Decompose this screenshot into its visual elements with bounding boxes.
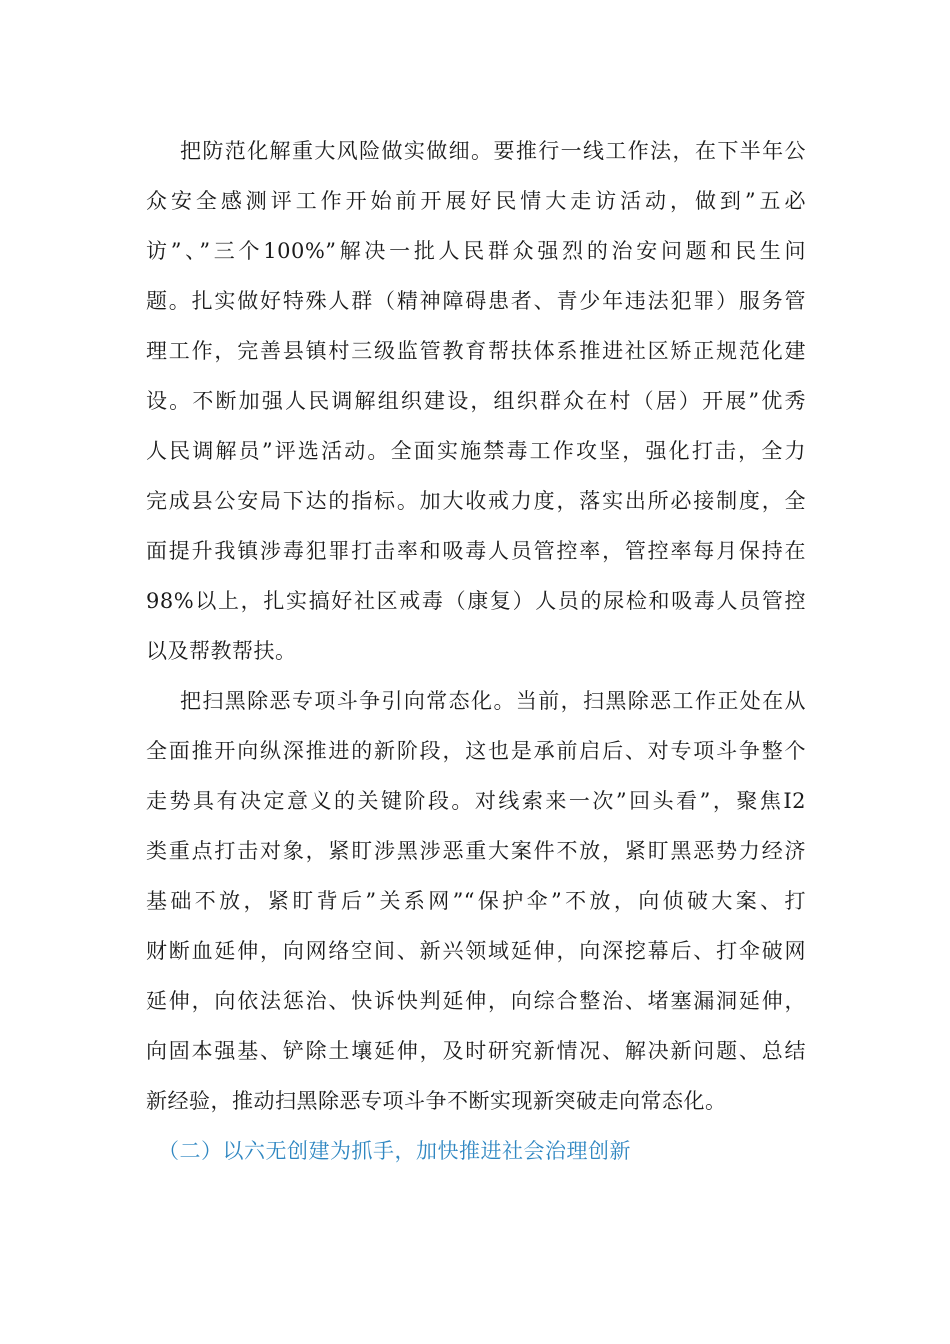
text-line: 走势具有决定意义的关键阶段。对线索来一次”回头看”，聚焦I2 <box>146 789 806 813</box>
text-line: 题。扎实做好特殊人群（精神障碍患者、青少年违法犯罪）服务管 <box>146 289 806 313</box>
text-line: 98%以上，扎实搞好社区戒毒（康复）人员的尿检和吸毒人员管控 <box>146 589 806 613</box>
text-line: 把防范化解重大风险做实做细。要推行一线工作法，在下半年公 <box>180 139 806 163</box>
text-line: 理工作，完善县镇村三级监管教育帮扶体系推进社区矫正规范化建 <box>146 339 806 363</box>
text-line: 众安全感测评工作开始前开展好民情大走访活动，做到”五必 <box>146 189 806 213</box>
document-page <box>146 126 806 1176</box>
text-line: 财断血延伸，向网络空间、新兴领域延伸，向深挖幕后、打伞破网 <box>146 939 806 963</box>
text-line: 访”、”三个100%”解决一批人民群众强烈的治安问题和民生问 <box>146 239 806 263</box>
text-line: 延伸，向依法惩治、快诉快判延伸，向综合整治、堵塞漏洞延伸， <box>146 989 806 1013</box>
paragraph-anti-crime-campaign <box>146 676 806 1126</box>
text-line: 向固本强基、铲除土壤延伸，及时研究新情况、解决新问题、总结 <box>146 1039 806 1063</box>
text-line: 新经验，推动扫黑除恶专项斗争不断实现新突破走向常态化。 <box>146 1089 727 1113</box>
text-line: 全面推开向纵深推进的新阶段，这也是承前启后、对专项斗争整个 <box>146 739 806 763</box>
text-line: 基础不放，紧盯背后”关系网”“保护伞”不放，向侦破大案、打 <box>146 889 806 913</box>
section-heading: （二）以六无创建为抓手，加快推进社会治理创新 <box>158 1139 631 1163</box>
text-line: 面提升我镇涉毒犯罪打击率和吸毒人员管控率，管控率每月保持在 <box>146 539 806 563</box>
text-line: 以及帮教帮扶。 <box>146 639 297 663</box>
text-line: 人民调解员”评选活动。全面实施禁毒工作攻坚，强化打击，全力 <box>146 439 806 463</box>
text-line: 设。不断加强人民调解组织建设，组织群众在村（居）开展”优秀 <box>146 389 806 413</box>
text-line: 完成县公安局下达的指标。加大收戒力度，落实出所必接制度，全 <box>146 489 806 513</box>
paragraph-risk-prevention <box>146 126 806 676</box>
text-line: 把扫黑除恶专项斗争引向常态化。当前，扫黑除恶工作正处在从 <box>180 689 806 713</box>
text-line: 类重点打击对象，紧盯涉黑涉恶重大案件不放，紧盯黑恶势力经济 <box>146 839 806 863</box>
